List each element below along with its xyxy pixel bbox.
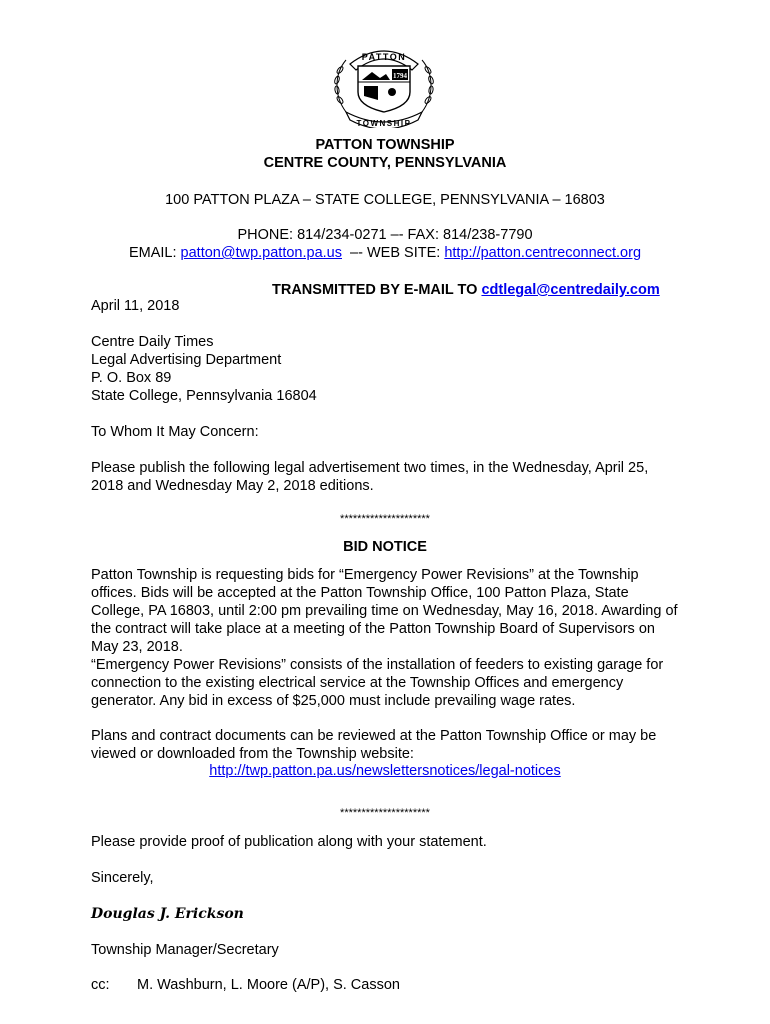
- closing: Sincerely,: [91, 870, 154, 886]
- bid-notice-para2-text: “Emergency Power Revisions” consists of the installation of feeders to existing garage for connection to the existing electrical service at the Township Offices and emergency generator. Any bid in excess of $25,000 must include prevailing wage rates.: [91, 657, 664, 709]
- transmittal-line: [272, 282, 660, 299]
- website-label: –- WEB SITE:: [342, 245, 445, 261]
- transmittal-email-link[interactable]: cdtlegal@centredaily.com: [481, 282, 660, 298]
- recipient-line: Legal Advertising Department: [91, 352, 282, 368]
- cc-label: cc:: [91, 977, 110, 993]
- township-seal-logo: [328, 40, 440, 128]
- bid-notice-para3-text: Plans and contract documents can be reviewed at the Patton Township Office or may be viewed or downloaded from the Township website:: [91, 728, 657, 762]
- county-name: CENTRE COUNTY, PENNSYLVANIA: [263, 155, 507, 171]
- website-link[interactable]: http://patton.centreconnect.org: [444, 245, 642, 261]
- email-link[interactable]: patton@twp.patton.pa.us: [180, 245, 342, 261]
- bid-notice-para2: [91, 656, 681, 710]
- email-label: EMAIL:: [128, 245, 181, 261]
- bid-notice-para1: [91, 566, 681, 656]
- cc-names: M. Washburn, L. Moore (A/P), S. Casson: [137, 977, 400, 993]
- seal-top-text: PATTON: [361, 52, 407, 62]
- separator: *********************: [340, 807, 430, 819]
- separator: *********************: [340, 513, 430, 525]
- recipient-line: State College, Pennsylvania 16804: [91, 388, 317, 404]
- publication-request-text: Please publish the following legal advertisement two times, in the Wednesday, April 25, 2018 and Wednesday May 2, 2018 editions.: [91, 460, 649, 494]
- letter-date: April 11, 2018: [91, 298, 180, 314]
- bid-notice-heading: BID NOTICE: [343, 539, 427, 555]
- recipient-line: P. O. Box 89: [91, 370, 172, 386]
- closing-request: Please provide proof of publication along with your statement.: [91, 834, 487, 850]
- org-name: PATTON TOWNSHIP: [315, 137, 455, 153]
- signature: Douglas J. Erickson: [91, 906, 244, 922]
- seal-year: 1794: [393, 72, 407, 80]
- notices-link-line: [0, 763, 770, 780]
- bid-notice-para3: [91, 727, 681, 763]
- legal-notices-link[interactable]: http://twp.patton.pa.us/newslettersnotices/legal-notices: [209, 763, 561, 779]
- recipient-line: Centre Daily Times: [91, 334, 214, 350]
- salutation: To Whom It May Concern:: [91, 424, 259, 440]
- letterhead-contact: [0, 245, 770, 262]
- transmittal-label: TRANSMITTED BY E-MAIL TO: [272, 282, 482, 298]
- seal-bottom-text: TOWNSHIP: [356, 119, 412, 128]
- signer-title: Township Manager/Secretary: [91, 942, 279, 958]
- bid-notice-para1-text: Patton Township is requesting bids for “Emergency Power Revisions” at the Township offices. Bids will be accepted at the Patton Township Office, 100 Patton Plaza, State College, PA 16803, until 2:00 pm prevailing time on Wednesday, May 16, 2018. Awarding of the contract will take place at a meeting of the Patton Township Board of Supervisors on May 23, 2018.: [91, 567, 678, 655]
- letterhead-address: 100 PATTON PLAZA – STATE COLLEGE, PENNSYLVANIA – 16803: [165, 192, 605, 208]
- letterhead-phone-fax: PHONE: 814/234-0271 –- FAX: 814/238-7790: [237, 227, 533, 243]
- publication-request: [91, 459, 681, 495]
